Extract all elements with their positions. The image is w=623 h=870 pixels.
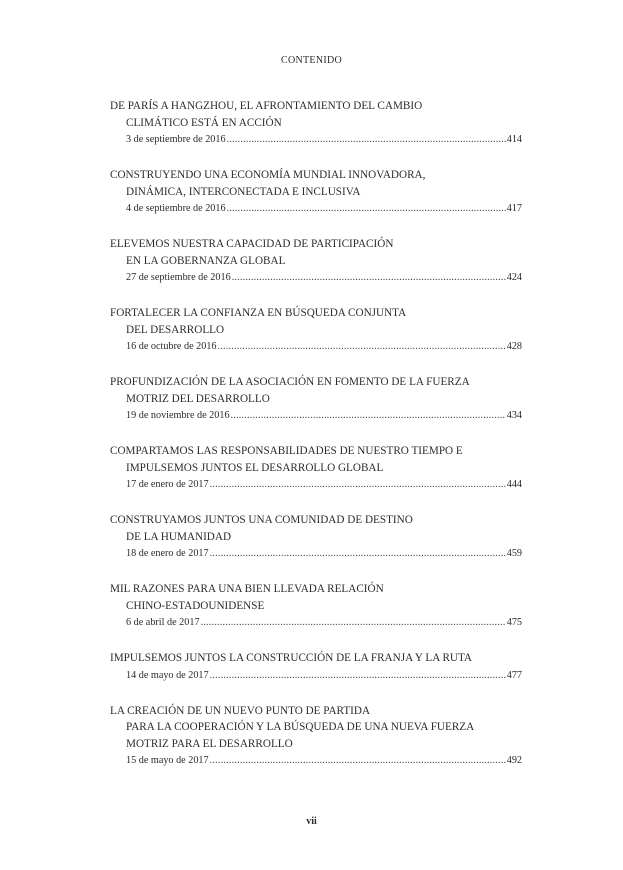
dot-leader bbox=[227, 132, 506, 147]
toc-entry bbox=[110, 374, 522, 423]
entry-date: 27 de septiembre de 2016 bbox=[126, 272, 231, 283]
entry-title-line: ELEVEMOS NUESTRA CAPACIDAD DE PARTICIPACIÓN bbox=[110, 238, 394, 250]
entry-title-line: MOTRIZ DEL DESARROLLO bbox=[126, 392, 270, 405]
table-of-contents bbox=[110, 98, 522, 788]
dot-leader bbox=[210, 668, 506, 683]
entry-title-line: FORTALECER LA CONFIANZA EN BÚSQUEDA CONJUNTA bbox=[110, 307, 407, 319]
entry-date: 19 de noviembre de 2016 bbox=[126, 410, 230, 421]
entry-date: 15 de mayo de 2017 bbox=[126, 755, 209, 766]
entry-title-line: MIL RAZONES PARA UNA BIEN LLEVADA RELACIÓN bbox=[110, 583, 384, 595]
dot-leader bbox=[201, 615, 506, 630]
entry-page-number: 492 bbox=[506, 755, 522, 766]
entry-page-number: 459 bbox=[506, 548, 522, 559]
entry-date-line bbox=[110, 753, 522, 768]
toc-entry bbox=[110, 443, 522, 492]
entry-date: 6 de abril de 2017 bbox=[126, 617, 200, 628]
toc-entry bbox=[110, 98, 522, 147]
dot-leader bbox=[210, 753, 506, 768]
toc-entry bbox=[110, 650, 522, 683]
entry-title-line: PROFUNDIZACIÓN DE LA ASOCIACIÓN EN FOMENTO DE LA FUERZA bbox=[110, 376, 470, 388]
entry-title-line: CHINO-ESTADOUNIDENSE bbox=[126, 599, 265, 612]
entry-date: 17 de enero de 2017 bbox=[126, 479, 209, 490]
entry-title-line: CLIMÁTICO ESTÁ EN ACCIÓN bbox=[126, 116, 282, 129]
entry-page-number: 414 bbox=[506, 134, 522, 145]
entry-page-number: 428 bbox=[506, 341, 522, 352]
entry-title-line: DE LA HUMANIDAD bbox=[126, 530, 232, 543]
toc-entry bbox=[110, 305, 522, 354]
running-header: CONTENIDO bbox=[280, 55, 343, 66]
entry-title-line: DEL DESARROLLO bbox=[126, 323, 225, 336]
entry-date-line bbox=[110, 477, 522, 492]
entry-date-line bbox=[110, 546, 522, 561]
dot-leader bbox=[210, 546, 506, 561]
toc-entry bbox=[110, 703, 522, 769]
dot-leader bbox=[232, 270, 506, 285]
entry-page-number: 444 bbox=[506, 479, 522, 490]
entry-page-number: 424 bbox=[506, 272, 522, 283]
entry-title-line: CONSTRUYAMOS JUNTOS UNA COMUNIDAD DE DESTINO bbox=[110, 514, 413, 526]
entry-date-line bbox=[110, 270, 522, 285]
entry-date-line bbox=[110, 668, 522, 683]
entry-page-number: 434 bbox=[506, 410, 522, 421]
entry-title-line: CONSTRUYENDO UNA ECONOMÍA MUNDIAL INNOVADORA, bbox=[110, 169, 426, 181]
entry-date: 14 de mayo de 2017 bbox=[126, 669, 209, 681]
entry-date-line bbox=[110, 615, 522, 630]
entry-date: 18 de enero de 2017 bbox=[126, 548, 209, 559]
entry-page-number: 475 bbox=[506, 617, 522, 628]
entry-date-line bbox=[110, 339, 522, 354]
toc-entry bbox=[110, 581, 522, 630]
page-folio: vii bbox=[306, 816, 317, 827]
entry-date-line bbox=[110, 132, 522, 147]
dot-leader bbox=[231, 408, 506, 423]
entry-title-line: MOTRIZ PARA EL DESARROLLO bbox=[126, 737, 293, 750]
entry-title-line: COMPARTAMOS LAS RESPONSABILIDADES DE NUESTRO TIEMPO E bbox=[110, 445, 463, 457]
entry-date: 16 de octubre de 2016 bbox=[126, 341, 217, 352]
entry-title-line: EN LA GOBERNANZA GLOBAL bbox=[126, 254, 286, 267]
entry-date-line bbox=[110, 201, 522, 216]
entry-title-line: DINÁMICA, INTERCONECTADA E INCLUSIVA bbox=[126, 185, 361, 198]
entry-title-line: IMPULSEMOS JUNTOS LA CONSTRUCCIÓN DE LA FRANJA Y LA RUTA bbox=[110, 652, 473, 664]
entry-title-line: IMPULSEMOS JUNTOS EL DESARROLLO GLOBAL bbox=[126, 461, 384, 474]
dot-leader bbox=[210, 477, 506, 492]
entry-title-line: PARA LA COOPERACIÓN Y LA BÚSQUEDA DE UNA NUEVA FUERZA bbox=[126, 721, 475, 733]
entry-date: 3 de septiembre de 2016 bbox=[126, 134, 226, 145]
dot-leader bbox=[218, 339, 506, 354]
entry-title-line: LA CREACIÓN DE UN NUEVO PUNTO DE PARTIDA bbox=[110, 704, 371, 717]
toc-entry bbox=[110, 236, 522, 285]
dot-leader bbox=[227, 201, 506, 216]
entry-date: 4 de septiembre de 2016 bbox=[126, 203, 226, 214]
toc-entry bbox=[110, 512, 522, 561]
entry-date-line bbox=[110, 408, 522, 423]
toc-entry bbox=[110, 167, 522, 216]
entry-page-number: 417 bbox=[506, 203, 522, 214]
entry-title-line: DE PARÍS A HANGZHOU, EL AFRONTAMIENTO DEL CAMBIO bbox=[110, 100, 423, 112]
entry-page-number: 477 bbox=[506, 669, 522, 681]
